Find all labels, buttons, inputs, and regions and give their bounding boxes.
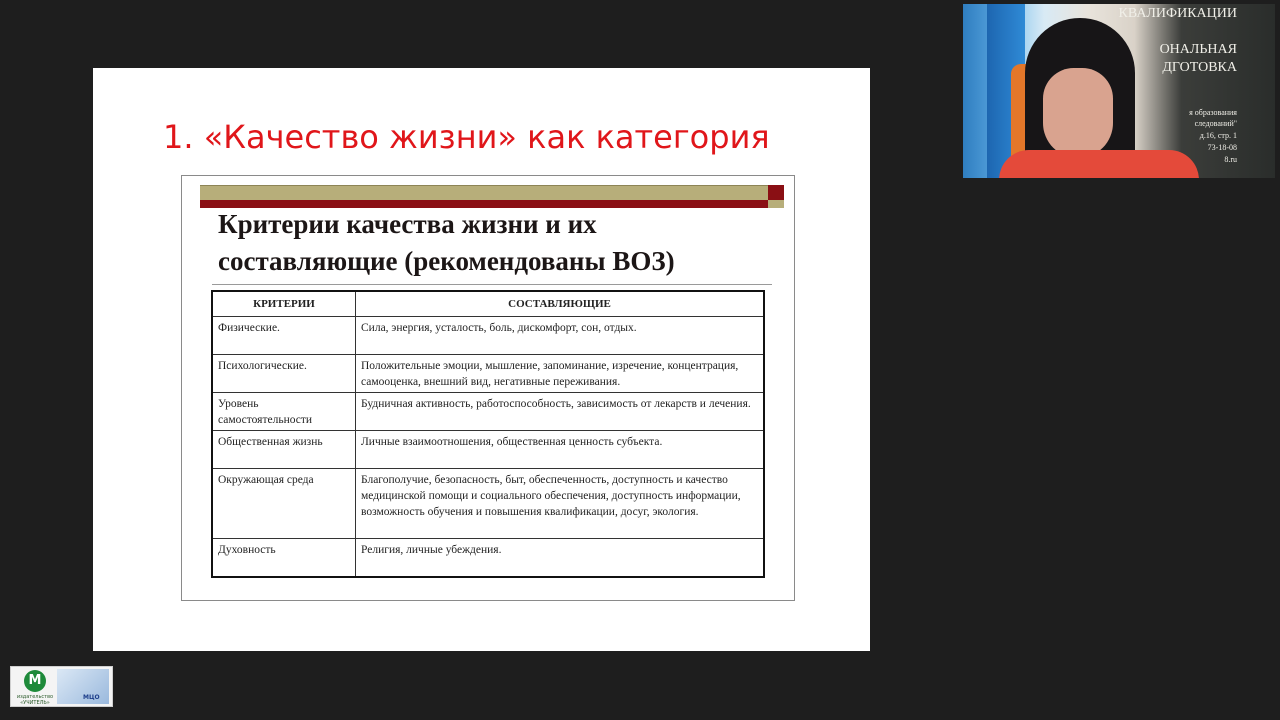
slide-title: 1. «Качество жизни» как категория	[163, 118, 770, 156]
decorative-square-maroon	[768, 185, 784, 200]
components-cell: Религия, личные убеждения.	[356, 539, 765, 577]
table-row	[212, 317, 764, 355]
table-row	[212, 539, 764, 577]
banner-text: следований"	[1194, 119, 1237, 128]
embedded-slide-heading	[218, 206, 778, 280]
banner-text: ДГОТОВКА	[1162, 60, 1237, 75]
column-header-criteria: КРИТЕРИИ	[212, 291, 356, 317]
criterion-cell: Духовность	[212, 539, 356, 577]
background-banner	[1101, 4, 1241, 178]
publisher-logo	[10, 666, 113, 707]
publisher-emblem-icon: М	[24, 670, 46, 692]
publisher-name-line-2: «УЧИТЕЛЬ»	[20, 700, 50, 706]
criterion-cell: Уровень самостоятельности	[212, 393, 356, 431]
components-cell: Будничная активность, работоспособность, зависимость от лекарств и лечения.	[356, 393, 765, 431]
heading-line-1: Критерии качества жизни и их	[218, 209, 597, 239]
components-cell: Положительные эмоции, мышление, запоминание, изречение, концентрация, самооценка, внешний вид, негативные переживания.	[356, 355, 765, 393]
presentation-slide	[93, 68, 870, 651]
criterion-cell: Общественная жизнь	[212, 431, 356, 469]
map-label: МЦО	[83, 694, 100, 701]
criterion-cell: Физические.	[212, 317, 356, 355]
publisher-name-line-1: издательство	[16, 694, 54, 700]
column-header-components: СОСТАВЛЯЮЩИЕ	[356, 291, 765, 317]
world-map-icon	[57, 669, 109, 704]
heading-line-2: составляющие (рекомендованы ВОЗ)	[218, 246, 675, 276]
criteria-table	[211, 290, 765, 578]
embedded-slide	[181, 175, 795, 601]
criterion-cell: Психологические.	[212, 355, 356, 393]
heading-divider	[212, 284, 772, 285]
banner-text: д.16, стр. 1	[1199, 131, 1237, 140]
banner-text: 8.ru	[1224, 155, 1237, 164]
banner-text: я образования	[1189, 108, 1237, 117]
table-row	[212, 355, 764, 393]
components-cell: Личные взаимоотношения, общественная ценность субъекта.	[356, 431, 765, 469]
banner-text: 73-18-08	[1207, 143, 1237, 152]
presenter-webcam-feed	[963, 4, 1275, 178]
components-cell: Сила, энергия, усталость, боль, дискомфорт, сон, отдых.	[356, 317, 765, 355]
table-row	[212, 431, 764, 469]
table-row	[212, 393, 764, 431]
table-row	[212, 469, 764, 539]
banner-text: ОНАЛЬНАЯ	[1159, 42, 1237, 57]
decorative-olive-stripe	[200, 185, 768, 200]
publisher-name	[13, 694, 57, 706]
table-header-row	[212, 291, 764, 317]
components-cell: Благополучие, безопасность, быт, обеспеченность, доступность и качество медицинской помощи и социального обеспечения, доступность информации, возможность обучения и повышения квалификации, досуг, экология.	[356, 469, 765, 539]
banner-text: КВАЛИФИКАЦИИ	[1118, 6, 1237, 21]
criterion-cell: Окружающая среда	[212, 469, 356, 539]
